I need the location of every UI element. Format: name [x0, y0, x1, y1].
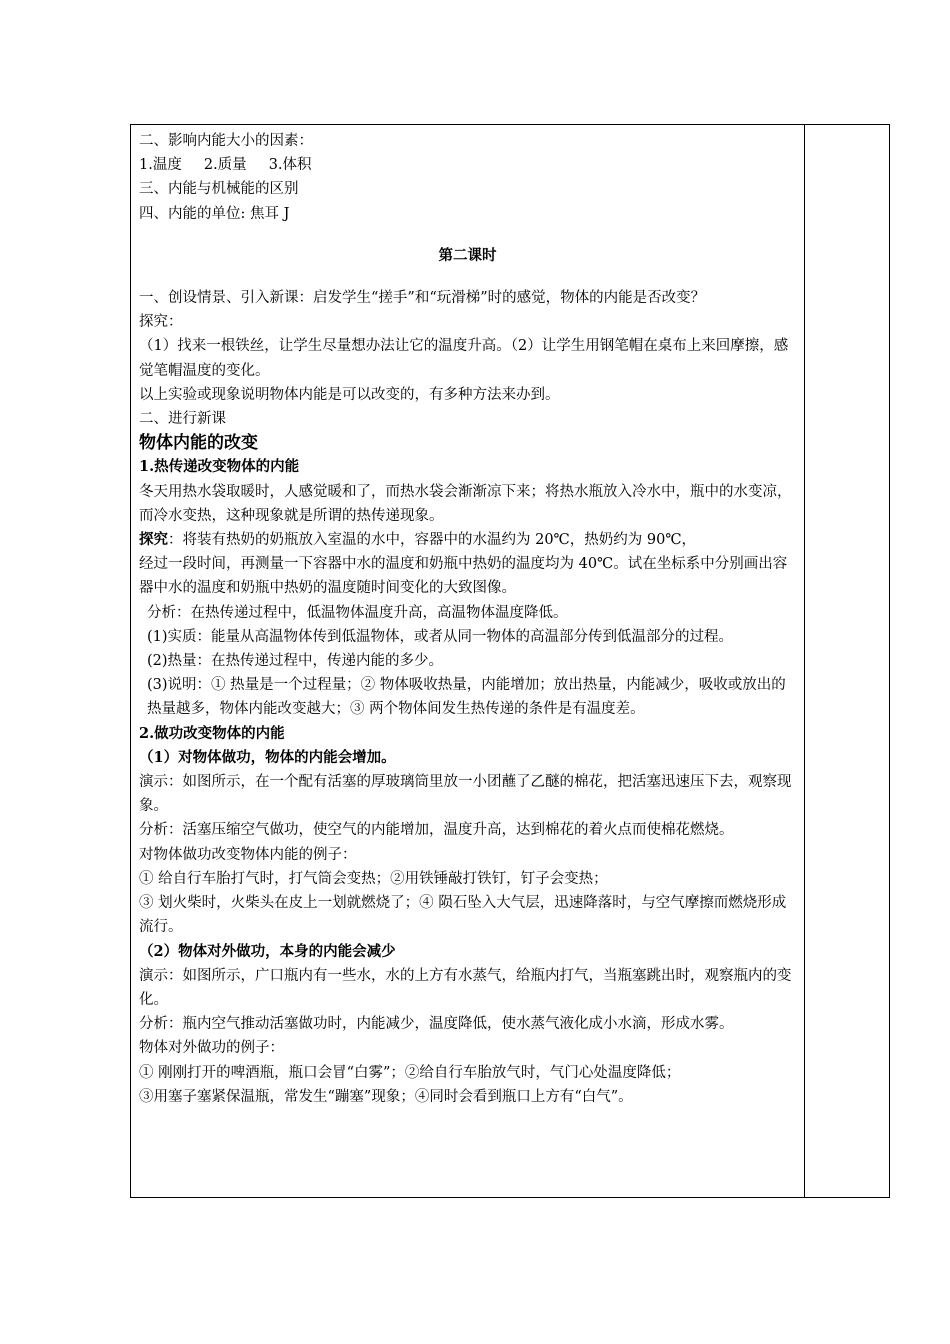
heat-transfer-essence: (1)实质：能量从高温物体传到低温物体，或者从同一物体的高温部分传到低温部分的过程。	[147, 628, 734, 645]
section-title: 物体内能的改变	[139, 433, 258, 454]
work-example-1b: ③ 划火柴时，火柴头在皮上一划就燃烧了；④ 陨石坠入大气层，迅速降落时，与空气摩擦而燃烧形成流行。	[139, 895, 787, 936]
conclusion-paragraph: 以上实验或现象说明物体内能是可以改变的，有多种方法来办到。	[139, 386, 560, 403]
lesson-table	[130, 124, 890, 1198]
lesson-heading: 第二课时	[438, 246, 497, 264]
intro-paragraph: 一、创设情景、引入新课：启发学生“搓手”和“玩滑梯”时的感觉，物体的内能是否改变？	[139, 290, 706, 307]
heat-transfer-explore-cont: 经过一段时间，再测量一下容器中水的温度和奶瓶中热奶的温度均为 40℃。试在坐标系中分别画出容器中水的温度和奶瓶中热奶的温度随时间变化的大致图像。	[139, 556, 788, 597]
heat-transfer-title: 1.热传递改变物体的内能	[139, 458, 300, 476]
work-example-2a: ① 刚刚打开的啤酒瓶，瓶口会冒“白雾”；②给自行车胎放气时，气门心处温度降低；	[139, 1064, 681, 1081]
work-analysis-2: 分析：瓶内空气推动活塞做功时，内能减少，温度降低，使水蒸气液化成小水滴，形成水雾。	[139, 1016, 734, 1033]
work-analysis-1: 分析：活塞压缩空气做功，使空气的内能增加，温度升高，达到棉花的着火点而使棉花燃烧。	[139, 822, 734, 839]
heat-definition: (2)热量：在热传递过程中，传递内能的多少。	[147, 653, 444, 670]
heat-transfer-explore: 探究：将装有热奶的奶瓶放入室温的水中，容器中的水温约为 20℃，热奶约为 90℃，	[139, 531, 697, 549]
factors-heading: 二、影响内能大小的因素：	[139, 133, 313, 149]
column-divider	[804, 125, 805, 1197]
work-subtitle-2: （2）物体对外做功，本身的内能会减少	[139, 942, 396, 960]
explore-label: 探究：	[139, 314, 183, 331]
new-lesson-heading: 二、进行新课	[139, 411, 226, 428]
work-title: 2.做功改变物体的内能	[139, 724, 285, 742]
work-example-1a: ① 给自行车胎打气时，打气筒会变热；②用铁锤敲打铁钉，钉子会变热；	[139, 870, 608, 887]
work-demo-1: 演示：如图所示，在一个配有活塞的厚玻璃筒里放一小团蘸了乙醚的棉花，把活塞迅速压下去，观察现象。	[139, 774, 792, 815]
heat-transfer-paragraph: 冬天用热水袋取暖时，人感觉暖和了，而热水袋会渐渐凉下来；将热水瓶放入冷水中，瓶中的水变凉，而冷水变热，这种现象就是所谓的热传递现象。	[139, 483, 792, 524]
work-subtitle-1: （1）对物体做功，物体的内能会增加。	[139, 748, 396, 766]
explore-bold-label: 探究	[139, 531, 168, 549]
heat-note: (3)说明：① 热量是一个过程量；② 物体吸收热量，内能增加；放出热量，内能减少，吸收或放出的热量越多，物体内能改变越大；③ 两个物体间发生热传递的条件是有温度差。	[147, 677, 786, 718]
work-demo-2: 演示：如图所示，广口瓶内有一些水，水的上方有水蒸气，给瓶内打气，当瓶塞跳出时，观察瓶内的变化。	[139, 967, 792, 1008]
unit-heading: 四、内能的单位: 焦耳 J	[139, 205, 290, 222]
factors-list: 1.温度 2.质量 3.体积	[139, 157, 312, 174]
difference-heading: 三、内能与机械能的区别	[139, 181, 299, 198]
work-example-2b: ③用塞子塞紧保温瓶，常发生“蹦塞”现象；④同时会看到瓶口上方有“白气”。	[139, 1088, 633, 1105]
heat-transfer-analysis: 分析：在热传递过程中，低温物体温度升高，高温物体温度降低。	[147, 604, 568, 621]
explore-paragraph: （1）找来一根铁丝，让学生尽量想办法让它的温度升高。（2）让学生用钢笔帽在桌布上来回摩擦，感觉笔帽温度的变化。	[139, 338, 789, 379]
lesson-content-cell	[139, 129, 796, 1109]
work-examples-heading-2: 物体对外做功的例子：	[139, 1040, 284, 1057]
work-examples-heading-1: 对物体做功改变物体内能的例子：	[139, 846, 357, 863]
